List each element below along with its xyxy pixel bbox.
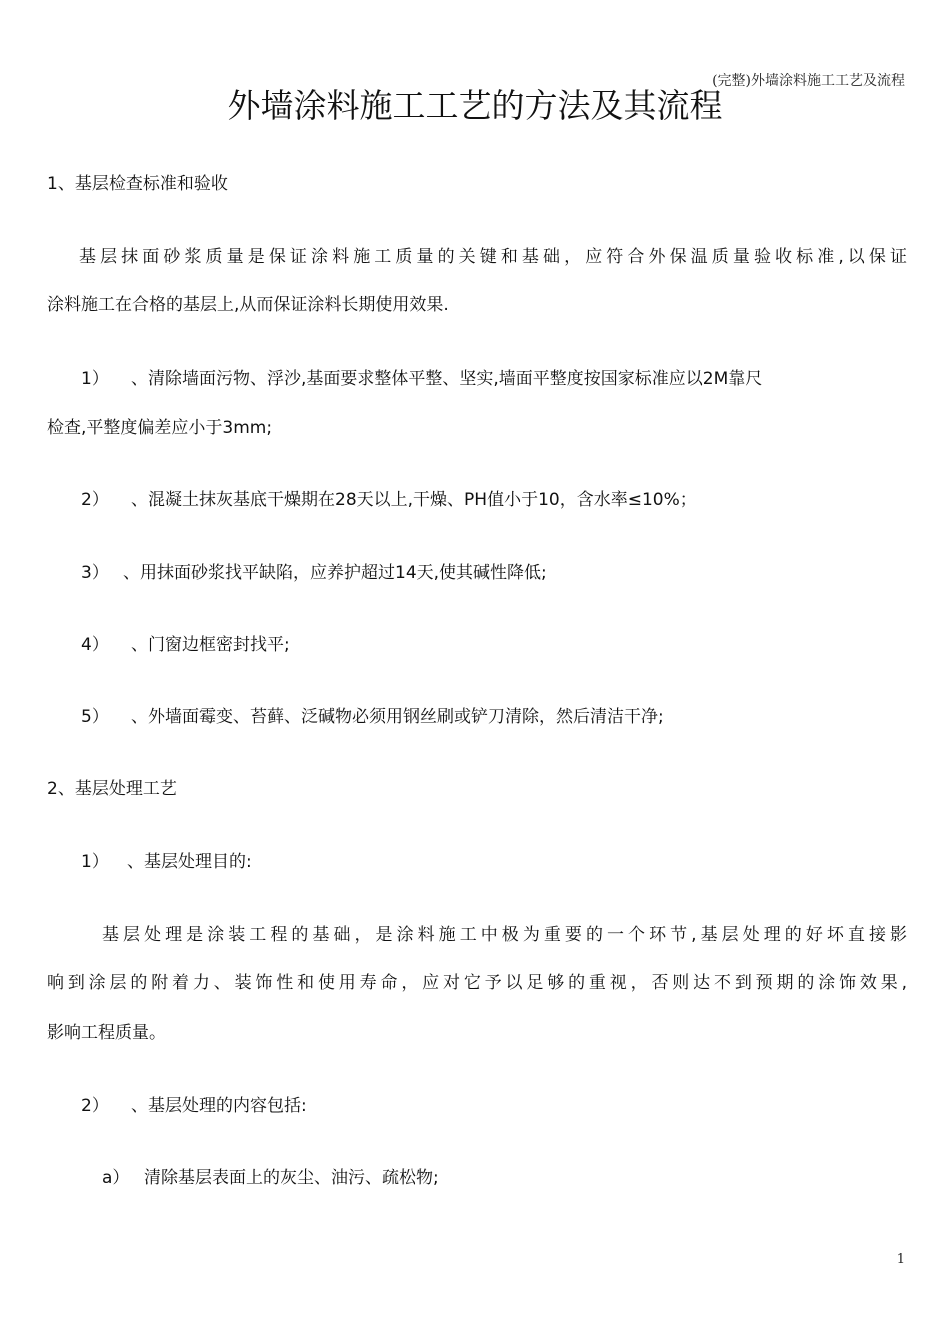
section2-paragraph-line3: 影响工程质量。 (47, 1023, 166, 1043)
section2-item-2 (47, 1094, 907, 1118)
section1-item-1 (47, 367, 907, 391)
item-number: 1） (81, 369, 109, 389)
section1-item-4 (47, 633, 907, 657)
section2-paragraph-line2: 响到涂层的附着力、装饰性和使用寿命，应对它予以足够的重视，否则达不到预期的涂饰效果, (47, 973, 907, 993)
item-number: 5） (81, 707, 109, 727)
item-text: 、外墙面霉变、苔藓、泛碱物必须用钢丝刷或铲刀清除，然后清洁干净; (131, 707, 664, 727)
section2-sub-item-a (47, 1166, 907, 1190)
item-text: 、门窗边框密封找平; (131, 635, 290, 655)
item-text: 、混凝土抹灰基底干燥期在28天以上,干燥、PH值小于10，含水率≤10%； (131, 490, 697, 510)
section1-heading: 1、基层检查标准和验收 (47, 174, 228, 194)
item-text: 、用抹面砂浆找平缺陷，应养护超过14天,使其碱性降低; (123, 563, 547, 583)
item-text: 清除基层表面上的灰尘、油污、疏松物; (144, 1168, 439, 1188)
item-number: 3） (81, 563, 109, 583)
item-number: 4） (81, 635, 109, 655)
section1-item-2 (47, 488, 907, 512)
section1-item-5 (47, 705, 907, 729)
item-number: 2） (81, 490, 109, 510)
item-number: 1） (81, 852, 109, 872)
item-number: a） (102, 1168, 130, 1188)
section2-paragraph-line1: 基层处理是涂装工程的基础，是涂料施工中极为重要的一个环节,基层处理的好坏直接影 (102, 925, 907, 945)
section1-paragraph-line2: 涂料施工在合格的基层上,从而保证涂料长期使用效果. (47, 295, 449, 315)
item-text: 、基层处理的内容包括: (131, 1096, 307, 1116)
section1-item-3 (47, 561, 907, 585)
section1-item-1-continuation: 检查,平整度偏差应小于3mm; (47, 418, 273, 438)
item-text: 、基层处理目的: (127, 852, 252, 872)
page-number: 1 (896, 1252, 905, 1267)
section1-paragraph-line1: 基层抹面砂浆质量是保证涂料施工质量的关键和基础，应符合外保温质量验收标准,以保证 (79, 247, 907, 267)
item-number: 2） (81, 1096, 109, 1116)
item-text: 、清除墙面污物、浮沙,基面要求整体平整、坚实,墙面平整度按国家标准应以2M靠尺 (131, 369, 763, 389)
document-title: 外墙涂料施工工艺的方法及其流程 (227, 86, 723, 125)
section2-heading: 2、基层处理工艺 (47, 779, 177, 799)
running-header: (完整)外墙涂料施工工艺及流程 (712, 73, 905, 89)
section2-item-1 (47, 850, 907, 874)
